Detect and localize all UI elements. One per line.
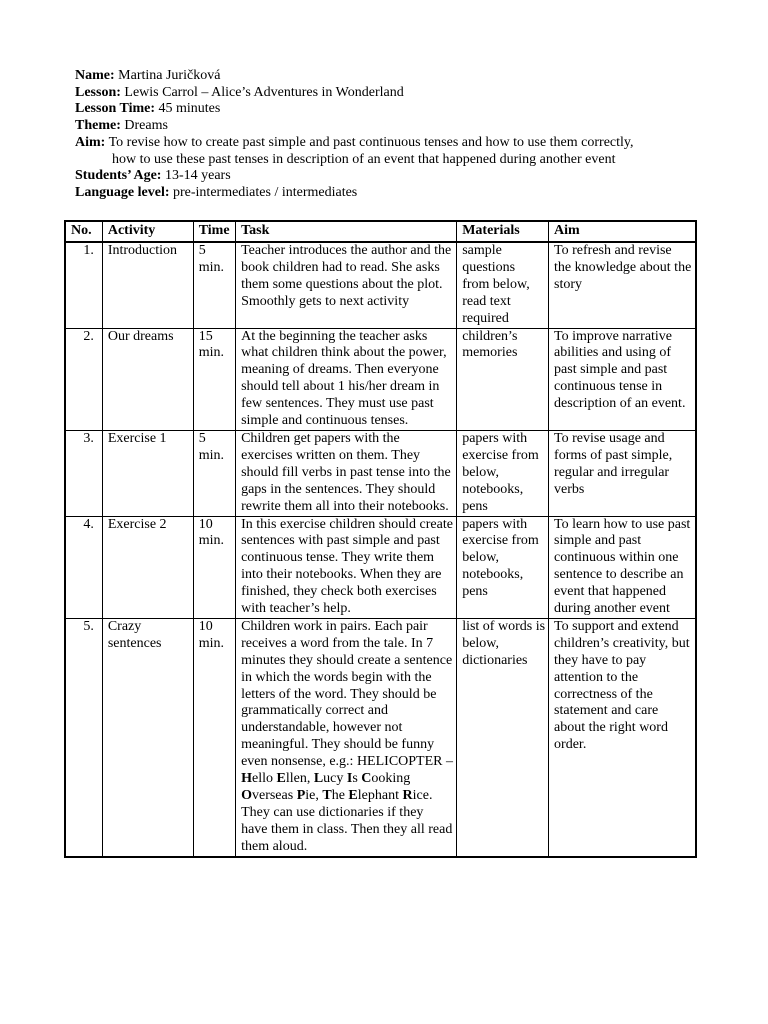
example-initial-letter: O — [241, 788, 252, 803]
example-word-rest: ooking — [371, 771, 411, 787]
example-initial-letter: C — [361, 771, 372, 787]
example-initial-letter: E — [276, 771, 286, 787]
task-cell: Children get papers with the exercises written on them. They should fill verbs in past tense into the gaps in the sentences. They should rewrite them all into their notebooks. — [236, 430, 457, 516]
aim-value-1: To revise how to create past simple and past continuous tenses and how to use them correctly, — [108, 134, 634, 150]
time-cell: 10 min. — [193, 618, 235, 856]
students-age-line — [75, 168, 715, 185]
column-header-no: No. — [65, 221, 102, 242]
name-label: Name: — [75, 68, 115, 83]
activity-cell: Crazy sentences — [102, 618, 193, 856]
table-header-row — [65, 221, 696, 242]
column-header-aim: Aim — [549, 221, 696, 242]
example-word-rest: he — [331, 788, 349, 803]
row-number: 4. — [65, 516, 102, 618]
time-cell: 5 min. — [193, 242, 235, 328]
materials-cell: papers with exercise from below, notebooks, pens — [457, 516, 549, 618]
activity-cell: Exercise 2 — [102, 516, 193, 618]
time-cell: 10 min. — [193, 516, 235, 618]
language-level-value: pre-intermediates / intermediates — [173, 184, 358, 200]
table-row — [65, 242, 696, 328]
row-number: 2. — [65, 328, 102, 430]
students-age-value: 13-14 years — [164, 168, 231, 184]
materials-cell: sample questions from below, read text required — [457, 242, 549, 328]
table-row — [65, 328, 696, 430]
example-word-rest: verseas — [251, 788, 297, 803]
example-initial-letter: P — [296, 788, 306, 803]
language-level-label: Language level: — [75, 184, 170, 200]
lesson-label: Lesson: — [75, 84, 121, 100]
helicopter-example — [241, 771, 429, 803]
name-value: Martina Juričková — [118, 68, 221, 83]
activity-cell: Introduction — [102, 242, 193, 328]
task-text-after-example: . They can use dictionaries if they have them in class. Then they all read them aloud. — [241, 788, 453, 854]
lesson-plan-table — [64, 220, 697, 858]
aim-cell: To support and extend children’s creativity, but they have to pay attention to the correctness of the statement and care about the right word order. — [549, 618, 696, 856]
example-word-rest: ucy — [323, 771, 347, 787]
materials-cell: children’s memories — [457, 328, 549, 430]
row-number: 3. — [65, 430, 102, 516]
theme-value: Dreams — [124, 118, 168, 134]
aim-cell: To revise usage and forms of past simple, regular and irregular verbs — [549, 430, 696, 516]
example-word-rest: llen, — [285, 771, 314, 787]
example-word-rest: ice — [412, 788, 429, 803]
example-word-rest: ie, — [305, 788, 323, 803]
lesson-value: Lewis Carrol – Alice’s Adventures in Wonderland — [124, 84, 404, 100]
column-header-materials: Materials — [457, 221, 549, 242]
aim-cell: To learn how to use past simple and past continuous within one sentence to describe an event that happened during another event — [549, 516, 696, 618]
materials-cell: list of words is below, dictionaries — [457, 618, 549, 856]
column-header-activity: Activity — [102, 221, 193, 242]
table-row — [65, 618, 696, 856]
time-cell: 15 min. — [193, 328, 235, 430]
row-number: 5. — [65, 618, 102, 856]
example-word-rest: ello — [251, 771, 277, 787]
activity-cell: Our dreams — [102, 328, 193, 430]
task-cell: At the beginning the teacher asks what children think about the power, meaning of dreams. Then everyone should tell about 1 his/her dream in few sentences. They must use past simple and continuous tenses. — [236, 328, 457, 430]
column-header-task: Task — [236, 221, 457, 242]
students-age-label: Students’ Age: — [75, 168, 162, 184]
example-initial-letter: R — [402, 788, 413, 803]
table-row — [65, 516, 696, 618]
example-word-rest: s — [352, 771, 362, 787]
lesson-line — [75, 85, 715, 102]
theme-label: Theme: — [75, 118, 121, 134]
table-row — [65, 430, 696, 516]
activity-cell: Exercise 1 — [102, 430, 193, 516]
name-line — [75, 68, 715, 85]
aim-value-2: how to use these past tenses in description of an event that happened during another event — [112, 151, 616, 167]
example-initial-letter: E — [348, 788, 358, 803]
task-cell: In this exercise children should create sentences with past simple and past continuous tense. They write them into their notebooks. When they are finished, they check both exercises with teacher’s help. — [236, 516, 457, 618]
theme-line — [75, 118, 715, 135]
aim-label: Aim: — [75, 134, 106, 150]
lesson-header — [75, 68, 715, 202]
task-cell — [236, 618, 457, 856]
language-level-line — [75, 185, 715, 202]
materials-cell: papers with exercise from below, notebooks, pens — [457, 430, 549, 516]
aim-line — [75, 135, 715, 152]
example-initial-letter: L — [313, 771, 324, 787]
example-initial-letter: H — [241, 771, 252, 787]
lesson-time-line — [75, 101, 715, 118]
task-cell: Teacher introduces the author and the book children had to read. She asks them some questions about the plot. Smoothly gets to next activity — [236, 242, 457, 328]
task-text-before-example: Children work in pairs. Each pair receives a word from the tale. In 7 minutes they should create a sentence in which the words begin with the letters of the word. They should be grammatically correct and understandable, however not meaningful. They should be funny even nonsense, e.g.: HELICOPTER – — [241, 618, 454, 770]
example-initial-letter: I — [346, 771, 353, 787]
aim-cell: To refresh and revise the knowledge about the story — [549, 242, 696, 328]
lesson-time-label: Lesson Time: — [75, 101, 155, 117]
example-word-rest: lephant — [357, 788, 403, 803]
column-header-time: Time — [193, 221, 235, 242]
lesson-time-value: 45 minutes — [158, 101, 221, 117]
row-number: 1. — [65, 242, 102, 328]
example-initial-letter: T — [322, 788, 332, 803]
aim-cell: To improve narrative abilities and using of past simple and past continuous tense in description of an event. — [549, 328, 696, 430]
time-cell: 5 min. — [193, 430, 235, 516]
